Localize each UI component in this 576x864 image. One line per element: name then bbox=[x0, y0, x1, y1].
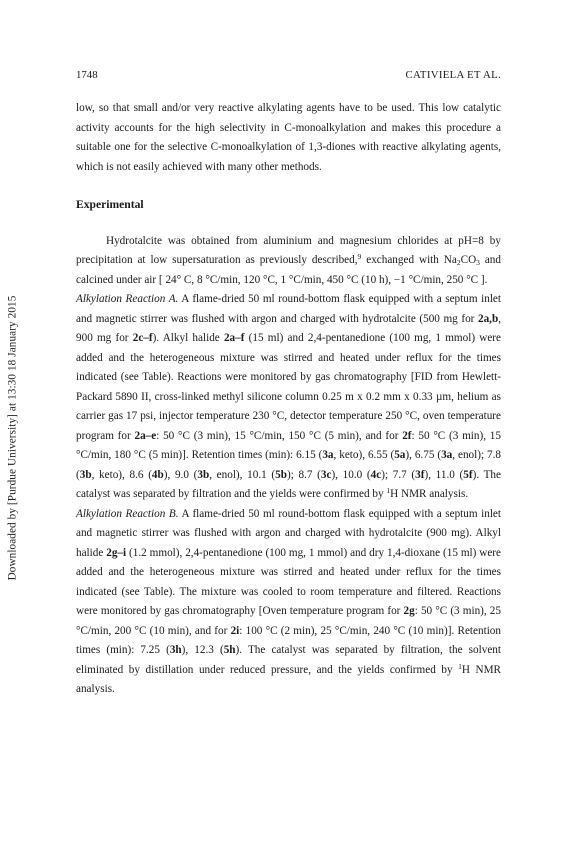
paragraph-reaction-a bbox=[76, 290, 501, 505]
compound-label: 2g bbox=[403, 605, 415, 617]
subscript: 3 bbox=[476, 258, 480, 267]
text-run: A flame-dried 50 ml round-bottom flask equipped with a septum inlet and magnetic stirrer was flushed with argon and charged with hydrotalcite (900 mg). Alkyl halide bbox=[76, 507, 502, 559]
text-run: ), 12.3 ( bbox=[181, 644, 224, 656]
section-heading-experimental: Experimental bbox=[76, 198, 144, 211]
compound-label: 3b bbox=[79, 468, 92, 481]
text-run: , keto), 6.55 ( bbox=[333, 449, 395, 461]
text-run: ), 9.0 ( bbox=[163, 468, 198, 481]
text-run: , enol), 10.1 ( bbox=[209, 468, 276, 481]
download-watermark-text: Downloaded by [Purdue University] at 13:30 18 January 2015 bbox=[6, 295, 19, 581]
text-run: : 50 °C (3 min), 15 °C/min, 150 °C (5 min), and for bbox=[156, 429, 403, 442]
compound-label: 2g–i bbox=[106, 546, 127, 559]
compound-label: 3a bbox=[322, 449, 334, 461]
text-run: ); 8.7 ( bbox=[286, 468, 321, 481]
compound-label: 3h bbox=[169, 644, 182, 656]
text-run: , enol); 7.8 ( bbox=[76, 449, 502, 481]
text-run: (1.2 mmol), 2,4-pentanedione (100 mg, 1 mmol) and dry 1,4-dioxane (15 ml) were added and the heterogeneous mixture was stirred and heated under reflux for the times indicated (see Table). The mixture was cooled to room temperature and filtered. Reactions were monitored by gas chromatography [Oven temperature program for bbox=[76, 546, 501, 617]
text-run: , 900 mg for bbox=[76, 312, 501, 344]
compound-label: 3b bbox=[197, 468, 210, 481]
text-run: : 50 °C (3 min), 15 °C/min, 180 °C (5 min)]. Retention times (min): 6.15 ( bbox=[76, 429, 501, 461]
compound-label: 2a–f bbox=[223, 332, 245, 344]
text-run: and calcined under air [ 24° C, 8 °C/min, 120 °C, 1 °C/min, 450 °C (10 h), −1 °C/min, 250 °C ]. bbox=[76, 254, 501, 286]
compound-label: 5h bbox=[223, 644, 236, 656]
compound-label: 2a,b bbox=[477, 312, 499, 325]
page-number: 1748 bbox=[76, 69, 98, 81]
intro-paragraph: low, so that small and/or very reactive alkylating agents have to be used. This low catalytic activity accounts for the high selectivity in C-monoalkylation and makes this procedure a suitable one for the selective C-monoalkylation of 1,3-diones with reactive alkylating agents, which is not easily achieved with many other methods. bbox=[76, 102, 501, 173]
text-run: Hydrotalcite was obtained from aluminium and magnesium chlorides at pH=8 by precipitation at low supersaturation as previously described, bbox=[76, 234, 501, 266]
paragraph-title: Alkylation Reaction A. bbox=[76, 293, 179, 305]
compound-label: 3f bbox=[415, 468, 425, 481]
compound-label: 5f bbox=[463, 468, 473, 481]
text-run: ). The catalyst was separated by filtration and the yields were confirmed by bbox=[76, 468, 501, 500]
text-run: H NMR analysis. bbox=[76, 663, 501, 695]
text-run: A flame-dried 50 ml round-bottom flask equipped with a septum inlet and magnetic stirrer was flushed with argon and charged with hydrotalcite (500 mg for bbox=[76, 293, 502, 325]
text-run: , keto), 8.6 ( bbox=[91, 468, 152, 481]
text-run: : 50 °C (3 min), 25 °C/min, 200 °C (10 min), and for bbox=[76, 605, 501, 637]
compound-label: 4c bbox=[370, 468, 382, 481]
compound-label: 3c bbox=[320, 468, 332, 481]
text-run: (15 ml) and 2,4-pentanedione (100 mg, 1 mmol) were added and the heterogeneous mixture was stirred and heated under reflux for the times indicated (see Table). Reactions were monitored by gas chromatography [FID from Hewlett-Packard 5890 II, cross-linked methyl silicone column 0.25 m x 0.2 mm x 0.33 µm, helium as carrier gas 17 psi, injector temperature 230 °C, detector temperature 250 °C, oven temperature program for bbox=[76, 332, 501, 442]
compound-label: 3a bbox=[441, 449, 453, 461]
superscript: 1 bbox=[458, 661, 462, 671]
paragraph-title: Alkylation Reaction B. bbox=[76, 507, 179, 520]
text-run: ); 7.7 ( bbox=[381, 468, 416, 481]
compound-label: 5a bbox=[394, 449, 406, 461]
text-run: ), 10.0 ( bbox=[331, 468, 371, 481]
text-run: exchanged with Na bbox=[361, 254, 457, 266]
text-run: ), 11.0 ( bbox=[424, 468, 464, 481]
compound-label: 2f bbox=[402, 429, 412, 442]
reference-mark: 9 bbox=[357, 252, 362, 261]
compound-label: 4b bbox=[151, 468, 164, 481]
article-body bbox=[76, 99, 501, 700]
text-run: ), 6.75 ( bbox=[405, 449, 442, 461]
compound-label: 2i bbox=[230, 624, 240, 637]
paragraph-hydrotalcite bbox=[76, 232, 501, 291]
text-run: CO bbox=[460, 254, 477, 266]
download-watermark bbox=[2, 268, 22, 608]
text-run: ). The catalyst was separated by filtration, the solvent eliminated by distillation under reduced pressure, and the yields confirmed by bbox=[76, 644, 501, 676]
text-run: ). Alkyl halide bbox=[152, 332, 224, 344]
paragraph-reaction-b bbox=[76, 505, 501, 700]
text-run: : 100 °C (2 min), 25 °C/min, 240 °C (10 min)]. Retention times (min): 7.25 ( bbox=[76, 624, 501, 656]
compound-label: 2a–e bbox=[134, 429, 157, 442]
compound-label: 5b bbox=[275, 468, 287, 481]
compound-label: 2c–f bbox=[132, 332, 153, 344]
superscript: 1 bbox=[386, 486, 391, 495]
subscript: 2 bbox=[456, 258, 461, 267]
text-run: H NMR analysis. bbox=[390, 488, 469, 500]
running-head: CATIVIELA ET AL. bbox=[405, 69, 501, 81]
